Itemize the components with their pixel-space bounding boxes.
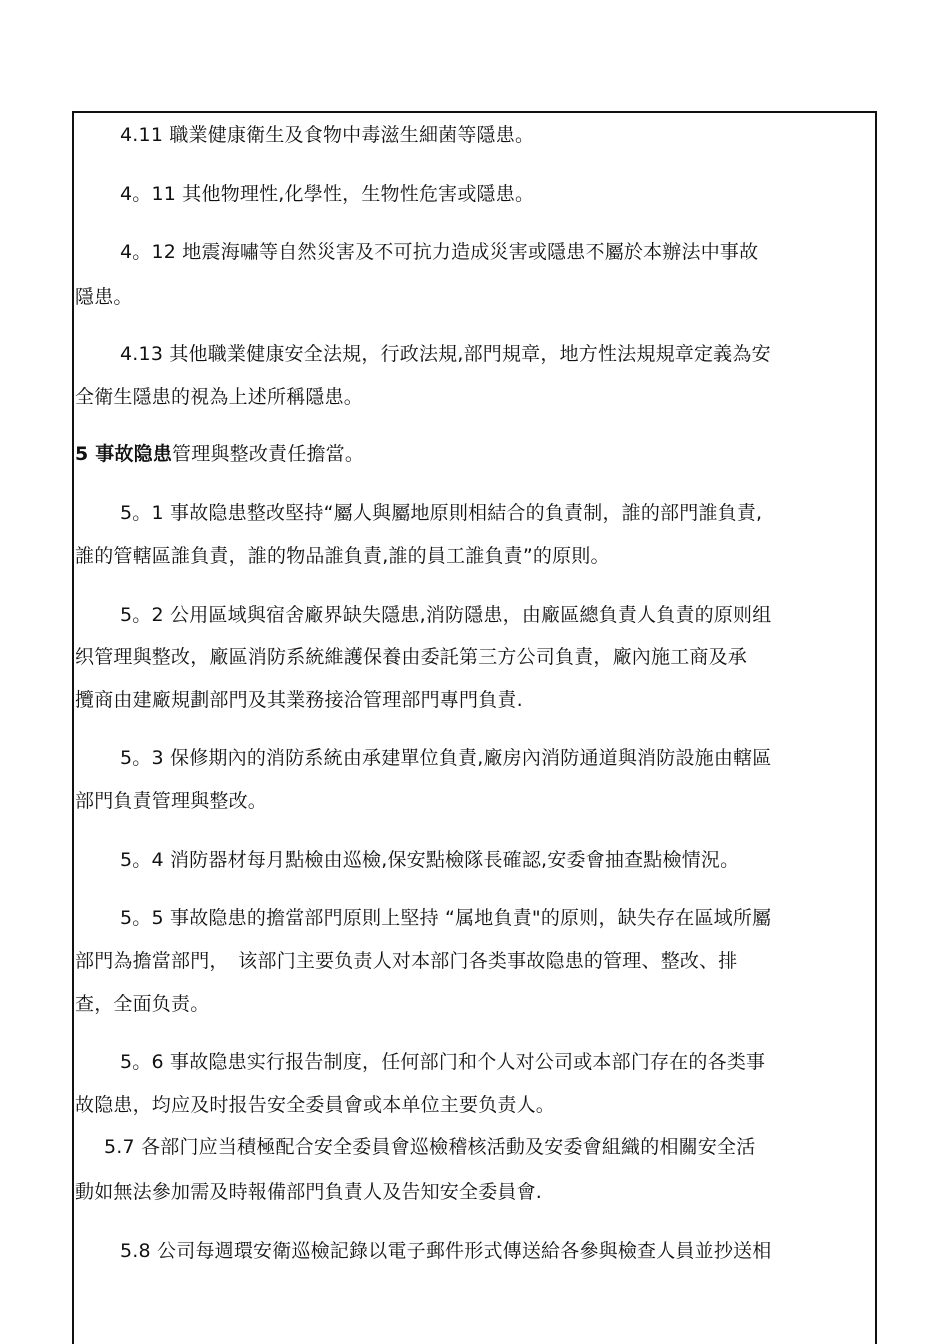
paragraph-5-2-line3: 攬商由建廠規劃部門及其業務接洽管理部門專門負責. xyxy=(75,689,523,711)
paragraph-5-2-line1: 5。2 公用區域與宿舍廠界缺失隱患,消防隱患，由廠區總負責人負責的原则组 xyxy=(120,604,772,626)
paragraph-5-5-line3: 查，全面负责。 xyxy=(75,993,210,1015)
paragraph-5-5-line1: 5。5 事故隐患的擔當部門原則上堅持 “属地負責"的原则，缺失存在區域所屬 xyxy=(120,907,772,929)
paragraph-4-11b: 4。11 其他物理性,化學性，生物性危害或隱患。 xyxy=(120,183,535,205)
paragraph-4-13-line1: 4.13 其他職業健康安全法規，行政法規,部門規章，地方性法規規章定義為安 xyxy=(120,343,771,365)
paragraph-5-1-line1: 5。1 事故隐患整改堅持“屬人與屬地原則相結合的負責制，誰的部門誰負責, xyxy=(120,502,763,524)
paragraph-5-1-line2: 誰的管轄區誰負責，誰的物品誰負責,誰的員工誰負責”的原則。 xyxy=(75,545,610,567)
paragraph-5-2-line2: 织管理與整改，廠區消防系統維護保養由委託第三方公司負責，廠內施工商及承 xyxy=(75,646,748,668)
section-5-heading-bold: 5 事故隐患 xyxy=(75,443,173,465)
paragraph-5-7-line1: 5.7 各部门应当積極配合安全委員會巡檢稽核活動及安委會組織的相關安全活 xyxy=(104,1136,756,1158)
paragraph-5-8-line1: 5.8 公司每週環安衛巡檢記錄以電子郵件形式傳送給各參與檢查人員並抄送相 xyxy=(120,1240,772,1262)
paragraph-5-4: 5。4 消防器材每月點檢由巡檢,保安點檢隊長確認,安委會抽查點檢情況。 xyxy=(120,849,740,871)
paragraph-5-6-line1: 5。6 事故隐患实行报告制度，任何部门和个人对公司或本部门存在的各类事 xyxy=(120,1051,766,1073)
paragraph-4-11a: 4.11 職業健康衛生及食物中毒滋生細菌等隱患。 xyxy=(120,124,535,146)
section-5-heading-rest: 管理與整改責任擔當。 xyxy=(172,443,365,465)
paragraph-5-3-line2: 部門負責管理與整改。 xyxy=(75,790,268,812)
paragraph-4-13-line2: 全衛生隱患的視為上述所稱隱患。 xyxy=(75,386,364,408)
paragraph-5-7-line2: 動如無法參加需及時報備部門負責人及告知安全委員會. xyxy=(75,1181,543,1203)
paragraph-5-3-line1: 5。3 保修期內的消防系統由承建單位負責,廠房內消防通道與消防設施由轄區 xyxy=(120,747,772,769)
paragraph-4-12-line1: 4。12 地震海嘯等自然災害及不可抗力造成災害或隱患不屬於本辦法中事故 xyxy=(120,241,759,263)
paragraph-4-12-line2: 隱患。 xyxy=(75,286,133,308)
section-5-heading xyxy=(75,442,879,466)
paragraph-5-6-line2: 故隐患，均应及时报告安全委員會或本单位主要负责人。 xyxy=(75,1094,556,1116)
paragraph-5-5-line2: 部門為擔當部門， 该部门主要负责人对本部门各类事故隐患的管理、整改、排 xyxy=(75,950,738,972)
